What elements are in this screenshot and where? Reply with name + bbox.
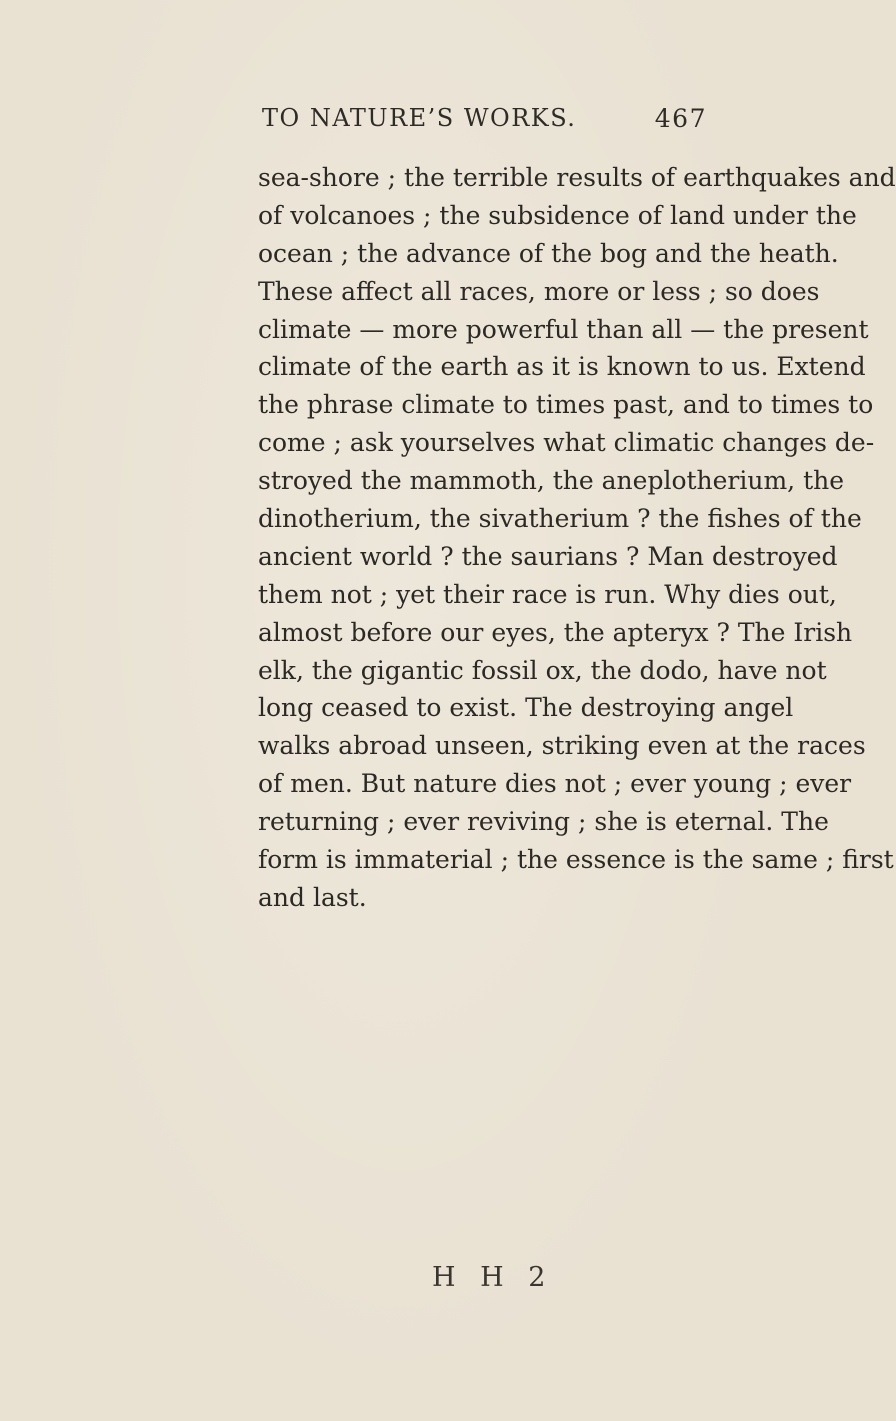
text-line: of volcanoes ; the subsidence of land under the — [258, 200, 857, 230]
page-number: 467 — [654, 104, 707, 133]
running-head — [262, 104, 707, 136]
text-line: long ceased to exist. The destroying angel — [258, 693, 794, 723]
text-line: climate of the earth as it is known to us. Extend — [258, 352, 866, 382]
text-line: These affect all races, more or less ; so does — [258, 276, 820, 306]
text-line: the phrase climate to times past, and to times to — [258, 390, 874, 420]
text-line: of men. But nature dies not ; ever young ; ever — [258, 769, 852, 799]
text-line: come ; ask yourselves what climatic changes de- — [258, 428, 875, 458]
signature-mark: H H 2 — [432, 1262, 554, 1293]
text-line: dinotherium, the sivatherium ? the fishes of the — [258, 504, 862, 534]
text-line: walks abroad unseen, striking even at the races — [258, 731, 866, 761]
running-title: TO NATURE’S WORKS. — [262, 104, 577, 132]
text-line: sea-shore ; the terrible results of earthquakes and — [258, 163, 896, 192]
text-line: them not ; yet their race is run. Why dies out, — [258, 579, 837, 609]
text-line: almost before our eyes, the apteryx ? The Irish — [258, 617, 853, 647]
text-line: and last. — [258, 882, 367, 912]
text-line: stroyed the mammoth, the aneplotherium, the — [258, 466, 845, 496]
body-text — [258, 159, 896, 917]
text-line: ancient world ? the saurians ? Man destroyed — [258, 541, 838, 571]
text-line: ocean ; the advance of the bog and the heath. — [258, 238, 839, 268]
text-line: climate — more powerful than all — the present — [258, 314, 869, 344]
text-line: elk, the gigantic fossil ox, the dodo, have not — [258, 655, 827, 685]
text-line: form is immaterial ; the essence is the same ; first — [258, 845, 894, 875]
text-line: returning ; ever reviving ; she is eternal. The — [258, 807, 829, 837]
